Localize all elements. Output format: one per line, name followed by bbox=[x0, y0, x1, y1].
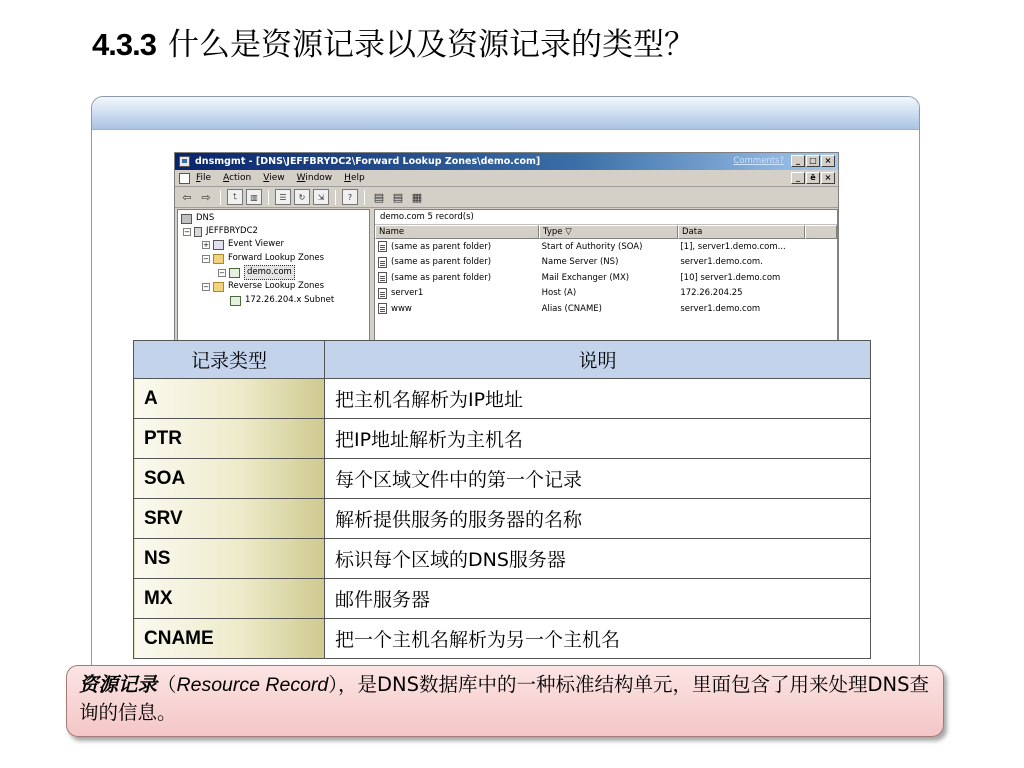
export-list-icon[interactable]: ⇲ bbox=[313, 189, 329, 205]
tree-node-reverse-zones[interactable]: − Reverse Lookup Zones bbox=[203, 281, 325, 291]
toolbar-separator bbox=[335, 190, 336, 205]
close-button[interactable]: × bbox=[821, 155, 835, 167]
record-row[interactable]: www Alias (CNAME) server1.demo.com bbox=[375, 301, 837, 317]
column-header-filler bbox=[805, 225, 837, 239]
help-icon[interactable]: ? bbox=[342, 189, 358, 205]
collapse-icon[interactable]: − bbox=[184, 227, 190, 236]
description-cell: 把主机名解析为IP地址 bbox=[325, 379, 871, 419]
new-record-icon[interactable]: ▤ bbox=[373, 190, 385, 204]
column-header-name[interactable]: Name bbox=[375, 225, 539, 239]
table-row bbox=[134, 379, 871, 419]
new-record-alt-icon[interactable]: ▤ bbox=[392, 190, 404, 204]
record-icon bbox=[378, 303, 387, 314]
description-cell: 每个区域文件中的第一个记录 bbox=[325, 459, 871, 499]
record-row[interactable]: server1 Host (A) 172.26.204.25 bbox=[375, 286, 837, 302]
record-type-cell: NS bbox=[134, 539, 325, 579]
record-type-cell: A bbox=[134, 379, 325, 419]
tree-node-demo-com[interactable]: − demo.com bbox=[218, 266, 295, 279]
record-row[interactable]: (same as parent folder) Name Server (NS) server1.demo.com. bbox=[375, 255, 837, 271]
back-arrow-icon[interactable]: ⇦ bbox=[182, 190, 192, 204]
table-row bbox=[134, 419, 871, 459]
menu-window[interactable]: Window bbox=[296, 173, 333, 183]
record-icon bbox=[378, 257, 387, 268]
toolbar-separator bbox=[220, 190, 221, 205]
table-header-row bbox=[134, 341, 871, 379]
record-icon bbox=[378, 241, 387, 252]
column-header-type[interactable]: Type ▽ bbox=[539, 225, 678, 239]
window-title: dnsmgmt - [DNS\JEFFBRYDC2\Forward Lookup Zones\demo.com] bbox=[195, 156, 541, 167]
description-cell: 把IP地址解析为主机名 bbox=[325, 419, 871, 459]
up-folder-icon[interactable]: ⮤ bbox=[227, 189, 243, 205]
header-record-type: 记录类型 bbox=[134, 341, 325, 379]
record-icon bbox=[378, 272, 387, 283]
record-types-table bbox=[133, 340, 871, 659]
toolbar-separator bbox=[268, 190, 269, 205]
record-type-cell: SOA bbox=[134, 459, 325, 499]
table-row bbox=[134, 579, 871, 619]
folder-icon bbox=[213, 282, 224, 292]
properties-icon[interactable]: ☰ bbox=[275, 189, 291, 205]
comments-link[interactable]: Comments? bbox=[733, 156, 784, 166]
callout-english-term: Resource Record bbox=[176, 674, 329, 696]
tree-node-reverse-subnet[interactable]: 172.26.204.x Subnet bbox=[230, 294, 334, 307]
tree-pane bbox=[177, 209, 370, 341]
table-row bbox=[134, 459, 871, 499]
zone-icon bbox=[230, 296, 241, 306]
toolbar-separator bbox=[364, 190, 365, 205]
table-row bbox=[134, 539, 871, 579]
list-caption: demo.com 5 record(s) bbox=[375, 210, 837, 225]
zone-icon bbox=[229, 268, 240, 278]
child-close-button[interactable]: × bbox=[821, 172, 835, 184]
folder-icon bbox=[213, 254, 224, 264]
list-header bbox=[375, 225, 837, 239]
record-type-cell: PTR bbox=[134, 419, 325, 459]
menu-bar bbox=[175, 170, 838, 187]
expand-icon[interactable]: + bbox=[203, 240, 209, 249]
collapse-icon[interactable]: − bbox=[219, 268, 225, 277]
description-cell: 标识每个区域的DNS服务器 bbox=[325, 539, 871, 579]
maximize-button[interactable]: □ bbox=[806, 155, 820, 167]
tree-node-event-viewer[interactable]: + Event Viewer bbox=[203, 239, 284, 249]
toolbar bbox=[175, 187, 838, 208]
slide-title bbox=[92, 20, 695, 70]
menu-file[interactable]: File bbox=[196, 173, 212, 183]
column-header-data[interactable]: Data bbox=[678, 225, 805, 239]
child-window-controls bbox=[791, 172, 835, 184]
tree-node-forward-zones[interactable]: − Forward Lookup Zones bbox=[203, 253, 325, 263]
minimize-button[interactable]: _ bbox=[791, 155, 805, 167]
description-cell: 邮件服务器 bbox=[325, 579, 871, 619]
forward-arrow-icon[interactable]: ⇨ bbox=[201, 190, 211, 204]
console-body bbox=[175, 209, 838, 341]
section-number: 4.3.3 bbox=[92, 27, 156, 62]
table-row bbox=[134, 499, 871, 539]
dns-icon bbox=[181, 214, 192, 224]
record-type-cell: MX bbox=[134, 579, 325, 619]
window-titlebar[interactable] bbox=[175, 153, 838, 170]
title-text: 什么是资源记录以及资源记录的类型？ bbox=[167, 27, 695, 63]
event-log-icon bbox=[213, 240, 224, 250]
description-cell: 解析提供服务的服务器的名称 bbox=[325, 499, 871, 539]
records-list-pane bbox=[374, 209, 838, 341]
child-restore-button[interactable]: ē bbox=[806, 172, 820, 184]
panel-header-bar bbox=[92, 97, 919, 130]
record-icon bbox=[378, 288, 387, 299]
console-doc-icon bbox=[179, 173, 190, 184]
tree-node-dns[interactable]: DNS bbox=[181, 212, 214, 225]
callout-term: 资源记录 bbox=[79, 673, 158, 696]
header-description: 说明 bbox=[325, 341, 871, 379]
refresh-icon[interactable]: ↻ bbox=[294, 189, 310, 205]
collapse-icon[interactable]: − bbox=[203, 282, 209, 291]
record-row[interactable]: (same as parent folder) Start of Authority (SOA) [1], server1.demo.com... bbox=[375, 239, 837, 255]
dns-console-window bbox=[174, 152, 839, 342]
record-type-cell: CNAME bbox=[134, 619, 325, 659]
description-cell: 把一个主机名解析为另一个主机名 bbox=[325, 619, 871, 659]
callout-definition: ），是DNS数据库中的一种标准结构单元，里面包含了用来处理DNS查询的信息。 bbox=[79, 673, 929, 724]
menu-help[interactable]: Help bbox=[344, 173, 365, 183]
window-controls bbox=[791, 155, 835, 167]
record-type-cell: SRV bbox=[134, 499, 325, 539]
callout-open-paren: （ bbox=[157, 673, 177, 696]
dns-app-icon bbox=[179, 156, 190, 167]
tree-node-server[interactable]: − JEFFBRYDC2 bbox=[184, 226, 258, 236]
table-row bbox=[134, 619, 871, 659]
collapse-icon[interactable]: − bbox=[203, 254, 209, 263]
record-row[interactable]: (same as parent folder) Mail Exchanger (MX) [10] server1.demo.com bbox=[375, 270, 837, 286]
menu-action[interactable]: Action bbox=[223, 173, 252, 183]
new-zone-icon[interactable]: ▦ bbox=[411, 190, 423, 204]
server-icon bbox=[194, 227, 202, 237]
child-minimize-button[interactable]: _ bbox=[791, 172, 805, 184]
show-tree-icon[interactable]: ▥ bbox=[246, 189, 262, 205]
menu-view[interactable]: View bbox=[263, 173, 285, 183]
definition-callout bbox=[66, 665, 944, 737]
